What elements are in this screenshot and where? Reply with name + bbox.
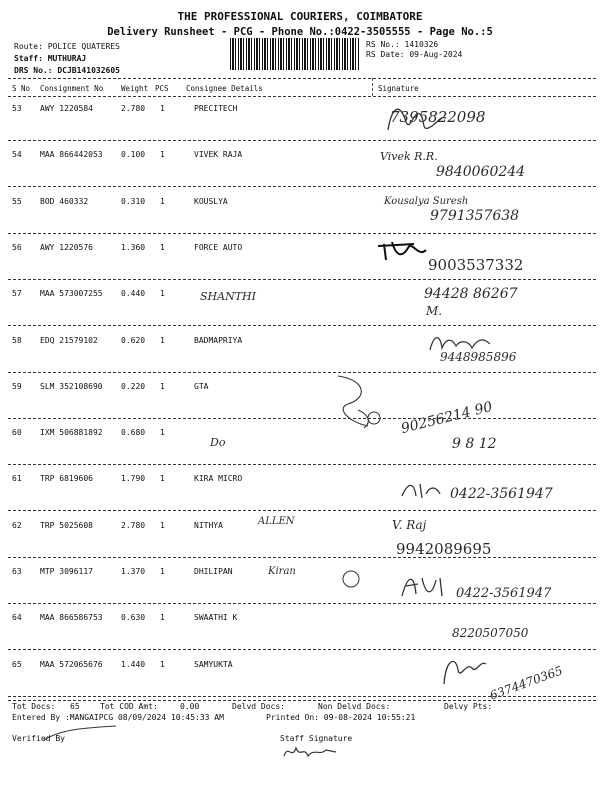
row-pcs: 1 — [160, 104, 165, 113]
signature-scribble — [424, 330, 504, 356]
row-weight: 0.440 — [121, 289, 146, 299]
staff-signature — [280, 742, 340, 762]
row-weight: 0.220 — [121, 381, 146, 391]
row-weight: 1.440 — [121, 659, 146, 669]
row-separator — [8, 603, 596, 604]
table-row — [0, 428, 600, 474]
staff-signature-label: Staff Signature — [280, 734, 353, 743]
handwriting: Kiran — [268, 566, 296, 577]
handwriting: 9840060244 — [436, 164, 526, 180]
signature-scribble — [436, 650, 490, 692]
row-consignee: VIVEK RAJA — [194, 150, 243, 160]
table-row — [0, 104, 600, 150]
row-pcs: 1 — [160, 567, 165, 576]
handwriting: V. Raj — [392, 518, 427, 532]
handwriting: 94428 86267 — [424, 286, 518, 302]
row-consignee: BADMAPRIYA — [194, 335, 243, 345]
row-separator — [8, 279, 596, 280]
row-consignment: TRP 6819606 — [40, 474, 93, 484]
row-sno: 53 — [12, 104, 22, 113]
row-consignee: FORCE AUTO — [194, 242, 243, 252]
handwriting: 6374470365 — [487, 663, 565, 703]
row-weight: 1.790 — [121, 474, 146, 484]
row-consignee: KIRA MICRO — [194, 474, 243, 484]
row-separator — [8, 464, 596, 465]
col-signature: Signature — [378, 84, 419, 93]
table-row — [0, 521, 600, 567]
row-pcs: 1 — [160, 474, 165, 484]
row-sno: 62 — [12, 520, 22, 530]
delvy-pts-label: Delvy Pts: — [444, 702, 493, 711]
row-consignee: DHILIPAN — [194, 567, 233, 576]
row-consignment: MTP 3096117 — [40, 567, 93, 576]
route-label: Route: POLICE QUATERES — [14, 42, 120, 51]
handwriting: 0422-3561947 — [456, 586, 552, 601]
row-weight: 0.620 — [121, 335, 146, 345]
row-separator — [8, 510, 596, 511]
verified-by-label: Verified By — [12, 734, 65, 743]
signature-scribble — [318, 370, 388, 446]
signature-divider — [372, 78, 373, 96]
handwriting: M. — [426, 304, 443, 318]
row-sno: 59 — [12, 381, 22, 391]
rs-number: RS No.: 1410326 — [366, 40, 439, 49]
row-separator — [8, 649, 596, 650]
row-separator — [8, 372, 596, 373]
row-consignment: AWY 1220576 — [40, 242, 93, 252]
signature-scribble — [398, 570, 452, 600]
signature-scribble — [380, 96, 460, 142]
handwriting: 7395822098 — [390, 108, 486, 126]
row-sno: 63 — [12, 567, 22, 576]
drs-number: DRS No.: DCJB141032605 — [14, 66, 120, 75]
row-consignee: NITHYA — [194, 520, 223, 530]
row-sno: 56 — [12, 242, 22, 252]
header-rule-top — [8, 78, 596, 79]
handwriting: 9448985896 — [440, 350, 517, 364]
table-row — [0, 382, 600, 428]
row-consignee: KOUSLYA — [194, 196, 228, 206]
row-weight: 2.780 — [121, 104, 146, 113]
printed-on: Printed On: 09-08-2024 10:55:21 — [266, 713, 416, 722]
handwriting: 8220507050 — [452, 626, 529, 640]
row-pcs: 1 — [160, 335, 165, 345]
col-weight: Weight — [121, 84, 149, 93]
handwriting: SHANTHI — [200, 290, 256, 303]
col-pcs: PCS — [155, 84, 169, 93]
row-consignee: GTA — [194, 381, 209, 391]
row-sno: 60 — [12, 428, 22, 438]
handwriting: 9003537332 — [428, 256, 524, 274]
row-weight: 0.630 — [121, 613, 146, 623]
row-consignee: SAMYUKTA — [194, 659, 233, 669]
row-sno: 61 — [12, 474, 22, 484]
col-consignment: Consignment No — [40, 84, 104, 93]
handwriting: 9 8 12 — [452, 436, 497, 452]
row-consignee: PRECITECH — [194, 104, 238, 113]
handwriting: 0422-3561947 — [450, 486, 553, 502]
row-consignment: BOD 460332 — [40, 196, 89, 206]
handwriting: 9942089695 — [396, 540, 492, 558]
row-pcs: 1 — [160, 381, 165, 391]
row-consignment: EDQ 21579102 — [40, 335, 98, 345]
handwriting: Do — [210, 436, 226, 449]
row-consignment: AWY 1220584 — [40, 104, 93, 113]
row-sno: 58 — [12, 335, 22, 345]
row-consignment: MAA 866442053 — [40, 150, 103, 160]
row-pcs: 1 — [160, 196, 165, 206]
row-pcs: 1 — [160, 520, 165, 530]
row-consignment: MAA 866586753 — [40, 613, 103, 623]
row-separator — [8, 557, 596, 558]
row-consignment: SLM 352108690 — [40, 381, 103, 391]
handwriting: Kousalya Suresh — [384, 196, 469, 207]
col-consignee: Consignee Details — [186, 84, 263, 93]
header-rule-bottom — [8, 96, 596, 97]
row-weight: 0.100 — [121, 150, 146, 160]
row-consignment: TRP 5025608 — [40, 520, 93, 530]
row-sno: 54 — [12, 150, 22, 160]
row-weight: 0.310 — [121, 196, 146, 206]
row-pcs: 1 — [160, 428, 165, 438]
row-consignment: MAA 572065676 — [40, 659, 103, 669]
row-sno: 57 — [12, 289, 22, 299]
col-sno: S No — [12, 84, 31, 93]
row-pcs: 1 — [160, 150, 165, 160]
non-delvd-docs-label: Non Delvd Docs: — [318, 702, 391, 711]
runsheet-subtitle: Delivery Runsheet - PCG - Phone No.:0422-3505555 - Page No.:5 — [107, 26, 493, 38]
footer-rule — [8, 700, 596, 701]
entered-by: Entered By :MANGAIPCG 08/09/2024 10:45:33 AM — [12, 713, 224, 722]
staff-label: Staff: MUTHURAJ — [14, 54, 87, 63]
row-separator — [8, 186, 596, 187]
handwriting: 90256214 90 — [399, 398, 495, 438]
tot-docs-value: 65 — [70, 702, 80, 711]
company-title: THE PROFESSIONAL COURIERS, COIMBATORE — [177, 10, 423, 23]
handwriting: Vivek R.R. — [380, 150, 438, 163]
row-sno: 55 — [12, 196, 22, 206]
row-sno: 64 — [12, 613, 22, 623]
tot-cod-value: 0.00 — [180, 702, 200, 711]
tot-cod-label: Tot COD Amt: — [100, 702, 158, 711]
verified-signature — [40, 724, 120, 744]
row-separator — [8, 325, 596, 326]
signature-scribble — [374, 236, 434, 266]
row-weight: 2.780 — [121, 520, 146, 530]
row-separator — [8, 140, 596, 141]
row-consignment: IXM 506881892 — [40, 428, 103, 438]
barcode — [230, 38, 360, 70]
handwriting: 9791357638 — [430, 208, 520, 224]
rs-date: RS Date: 09-Aug-2024 — [366, 50, 463, 59]
row-weight: 1.370 — [121, 567, 146, 576]
signature-scribble — [398, 480, 448, 502]
delvd-docs-label: Delvd Docs: — [232, 702, 285, 711]
row-pcs: 1 — [160, 242, 165, 252]
row-separator — [8, 418, 596, 419]
handwriting: ALLEN — [258, 516, 295, 527]
row-consignment: MAA 573007255 — [40, 289, 103, 299]
row-pcs: 1 — [160, 613, 165, 623]
row-weight: 1.360 — [121, 242, 146, 252]
tot-docs-label: Tot Docs: — [12, 702, 56, 711]
row-separator — [8, 233, 596, 234]
row-pcs: 1 — [160, 659, 165, 669]
row-sno: 65 — [12, 659, 22, 669]
circle-mark — [340, 568, 362, 590]
row-consignee: SWAATHI K — [194, 613, 238, 623]
row-pcs: 1 — [160, 289, 165, 299]
row-weight: 0.680 — [121, 428, 146, 438]
